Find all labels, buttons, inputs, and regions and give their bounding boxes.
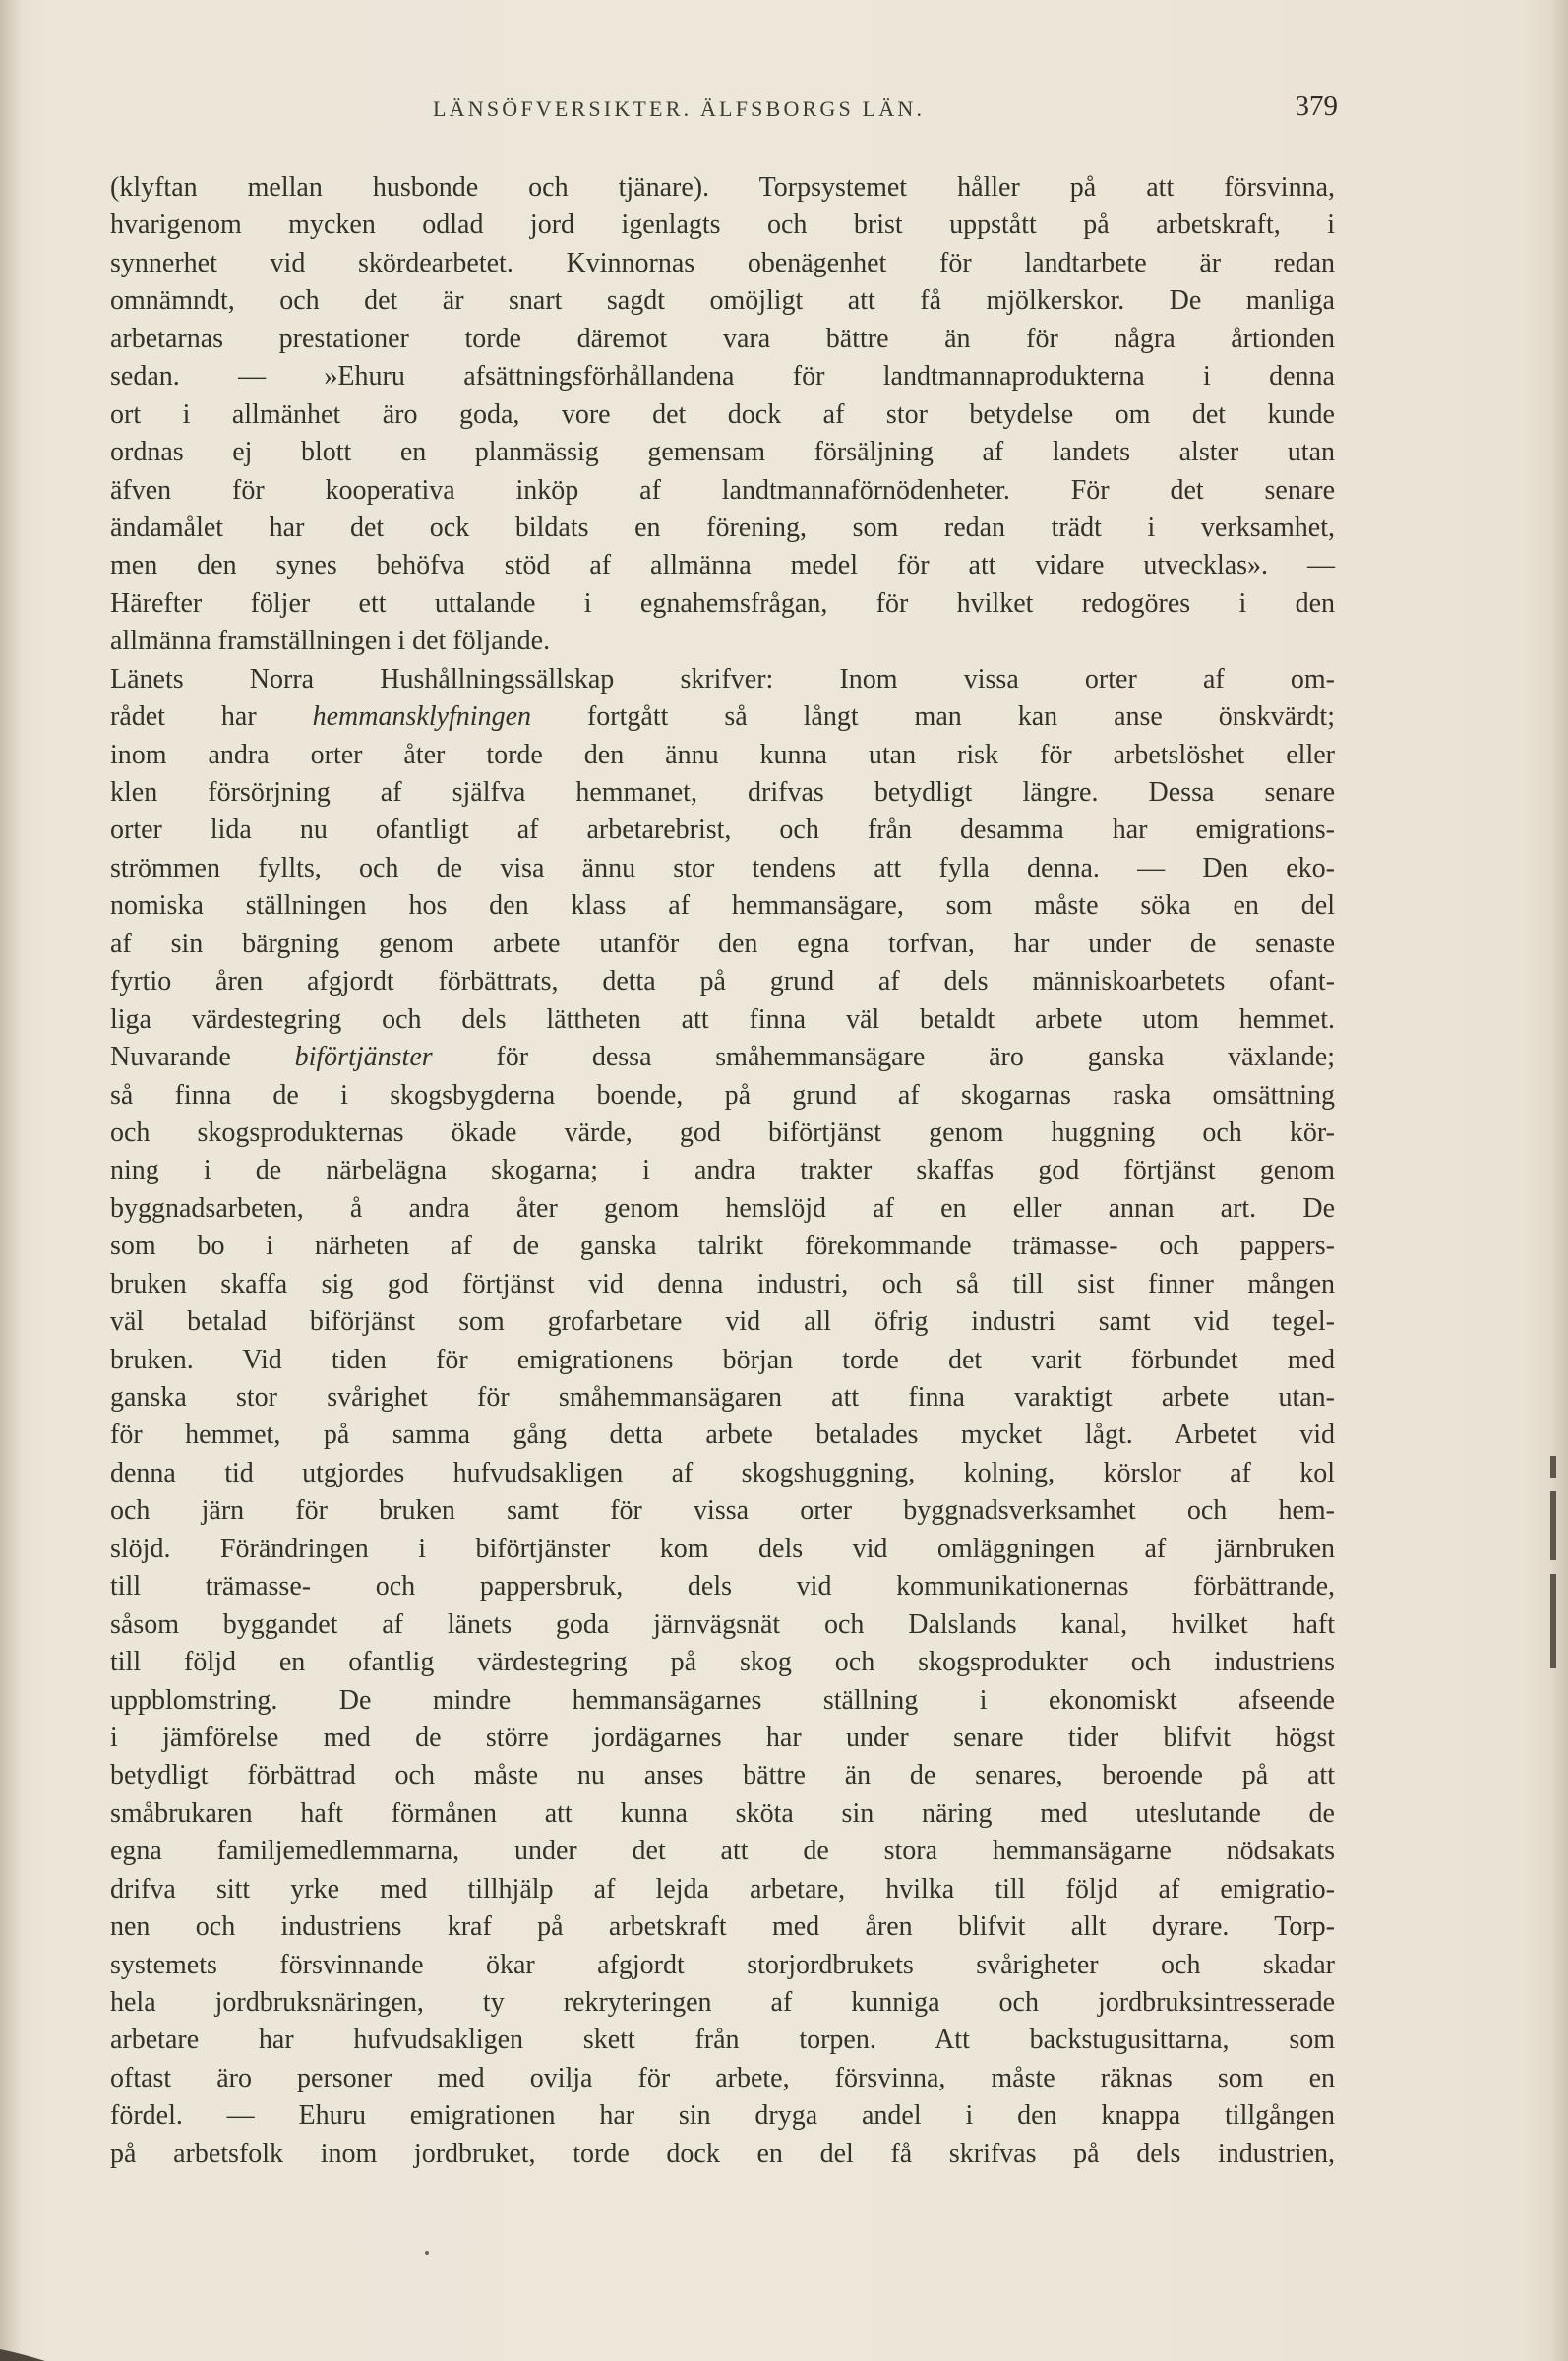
text-line: klen försörjning af själfva hemmanet, drifvas betydligt längre. Dessa senare (110, 777, 1335, 808)
text-run: Nuvarande (110, 1042, 295, 1073)
text-line: strömmen fyllts, och de visa ännu stor tendens att fylla denna. — Den eko- (110, 852, 1335, 883)
text-run: rådet har (110, 701, 313, 733)
text-line: ändamålet har det ock bildats en förening, som redan trädt i verksamhet, (110, 512, 1335, 543)
text-line: systemets försvinnande ökar afgjordt storjordbrukets svårigheter och skadar (110, 1949, 1335, 1980)
text-line: fyrtio åren afgjordt förbättrats, detta på grund af dels människoarbetets ofant- (110, 966, 1335, 998)
text-line: och järn för bruken samt för vissa orter byggnadsverksamhet och hem- (110, 1495, 1335, 1527)
text-line: ganska stor svårighet för småhemmansägaren att finna varaktigt arbete utan- (110, 1382, 1335, 1413)
binding-shadow (0, 0, 22, 2361)
text-line: egna familjemedlemmarna, under det att de stora hemmansägarne nödsakats (110, 1836, 1335, 1867)
text-line: betydligt förbättrad och måste nu anses bättre än de senares, beroende på att (110, 1760, 1335, 1791)
ink-speck (425, 2251, 429, 2255)
text-line (110, 698, 1335, 736)
text-line: bruken. Vid tiden för emigrationens början torde det varit förbundet med (110, 1344, 1335, 1375)
text-line: i jämförelse med de större jordägarnes har under senare tider blifvit högst (110, 1722, 1335, 1753)
text-line: Härefter följer ett uttalande i egnahemsfrågan, för hvilket redogöres i den (110, 587, 1335, 619)
page-edge-shadow (1550, 0, 1568, 2361)
text-line: ordnas ej blott en planmässig gemensam försäljning af landets alster utan (110, 437, 1335, 468)
text-line: bruken skaffa sig god förtjänst vid denna industri, och så till sist finner mången (110, 1268, 1335, 1300)
text-run: fortgått så långt man kan anse önskvärdt; (531, 701, 1335, 733)
text-line: ort i allmänhet äro goda, vore det dock af stor betydelse om det kunde (110, 398, 1335, 430)
text-line: uppblomstring. De mindre hemmansägarnes ställning i ekonomiskt afseende (110, 1684, 1335, 1716)
text-line: oftast äro personer med ovilja för arbete, försvinna, måste räknas som en (110, 2062, 1335, 2093)
text-line: på arbetsfolk inom jordbruket, torde dock en del få skrifvas på dels industrien, (110, 2138, 1335, 2169)
text-line: liga värdestegring och dels lättheten att finna väl betaldt arbete utom hemmet. (110, 1003, 1335, 1035)
text-line (110, 1039, 1335, 1076)
text-line: denna tid utgjordes hufvudsakligen af skogshuggning, kolning, körslor af kol (110, 1457, 1335, 1488)
corner-smudge (0, 2331, 59, 2361)
text-line: synnerhet vid skördearbetet. Kvinnornas obenägenhet för landtarbete är redan (110, 247, 1335, 278)
text-line: men den synes behöfva stöd af allmänna medel för att vidare utvecklas». — (110, 550, 1335, 581)
text-line: hela jordbruksnäringen, ty rekryteringen af kunniga och jordbruksintresserade (110, 1987, 1335, 2018)
text-line: omnämndt, och det är snart sagdt omöjligt att få mjölkerskor. De manliga (110, 285, 1335, 317)
text-line: som bo i närheten af de ganska talrikt förekommande trämasse- och pappers- (110, 1231, 1335, 1262)
text-line: arbetare har hufvudsakligen skett från torpen. Att backstugusittarna, som (110, 2025, 1335, 2056)
text-line: till följd en ofantlig värdestegring på skog och skogsprodukter och industriens (110, 1647, 1335, 1678)
text-line: sedan. — »Ehuru afsättningsförhållandena för landtmannaprodukterna i denna (110, 361, 1335, 393)
italic-term: hemmansklyfningen (312, 701, 532, 733)
text-line: Länets Norra Hushållningssällskap skrifver: Inom vissa orter af om- (110, 663, 1335, 695)
text-line: hvarigenom mycken odlad jord igenlagts och brist uppstått på arbetskraft, i (110, 210, 1335, 241)
italic-term: biförtjänster (294, 1042, 433, 1073)
text-line: allmänna framställningen i det följande. (110, 626, 551, 657)
running-header (433, 91, 1338, 130)
text-line: orter lida nu ofantligt af arbetarebrist, och från desamma har emigrations- (110, 815, 1335, 846)
edge-ink-marks (1550, 1456, 1564, 1712)
running-title: LÄNSÖFVERSIKTER. ÄLFSBORGS LÄN. (433, 96, 926, 121)
text-line: småbrukaren haft förmånen att kunna sköta sin näring med uteslutande de (110, 1797, 1335, 1829)
text-line: af sin bärgning genom arbete utanför den egna torfvan, har under de senaste (110, 928, 1335, 959)
body-text (110, 169, 1335, 2173)
text-line: arbetarnas prestationer torde däremot vara bättre än för några årtionden (110, 323, 1335, 354)
text-line: såsom byggandet af länets goda järnvägsnät och Dalslands kanal, hvilket haft (110, 1608, 1335, 1640)
text-line: inom andra orter åter torde den ännu kunna utan risk för arbetslöshet eller (110, 739, 1335, 770)
text-line: till trämasse- och pappersbruk, dels vid kommunikationernas förbättrande, (110, 1571, 1335, 1603)
text-line: drifva sitt yrke med tillhjälp af lejda arbetare, hvilka till följd af emigratio- (110, 1873, 1335, 1905)
text-line: slöjd. Förändringen i biförtjänster kom dels vid omläggningen af järnbruken (110, 1533, 1335, 1564)
text-line: (klyftan mellan husbonde och tjänare). Torpsystemet håller på att försvinna, (110, 172, 1335, 203)
text-line: väl betalad biförjänst som grofarbetare vid all öfrig industri samt vid tegel- (110, 1306, 1335, 1338)
text-line: äfven för kooperativa inköp af landtmannaförnödenheter. För det senare (110, 474, 1335, 506)
text-line: och skogsprodukternas ökade värde, god biförtjänst genom huggning och kör- (110, 1117, 1335, 1148)
text-line: byggnadsarbeten, å andra åter genom hemslöjd af en eller annan art. De (110, 1192, 1335, 1224)
text-line: för hemmet, på samma gång detta arbete betalades mycket lågt. Arbetet vid (110, 1420, 1335, 1451)
text-line: ning i de närbelägna skogarna; i andra trakter skaffas god förtjänst genom (110, 1155, 1335, 1186)
text-line: nomiska ställningen hos den klass af hemmansägare, som måste söka en del (110, 890, 1335, 922)
text-run: för dessa småhemmansägare äro ganska växlande; (432, 1042, 1336, 1073)
text-line: så finna de i skogsbygderna boende, på grund af skogarnas raska omsättning (110, 1079, 1335, 1111)
text-line: fördel. — Ehuru emigrationen har sin dryga andel i den knappa tillgången (110, 2100, 1335, 2132)
page-number: 379 (1295, 91, 1338, 122)
text-line: nen och industriens kraf på arbetskraft med åren blifvit allt dyrare. Torp- (110, 1911, 1335, 1943)
